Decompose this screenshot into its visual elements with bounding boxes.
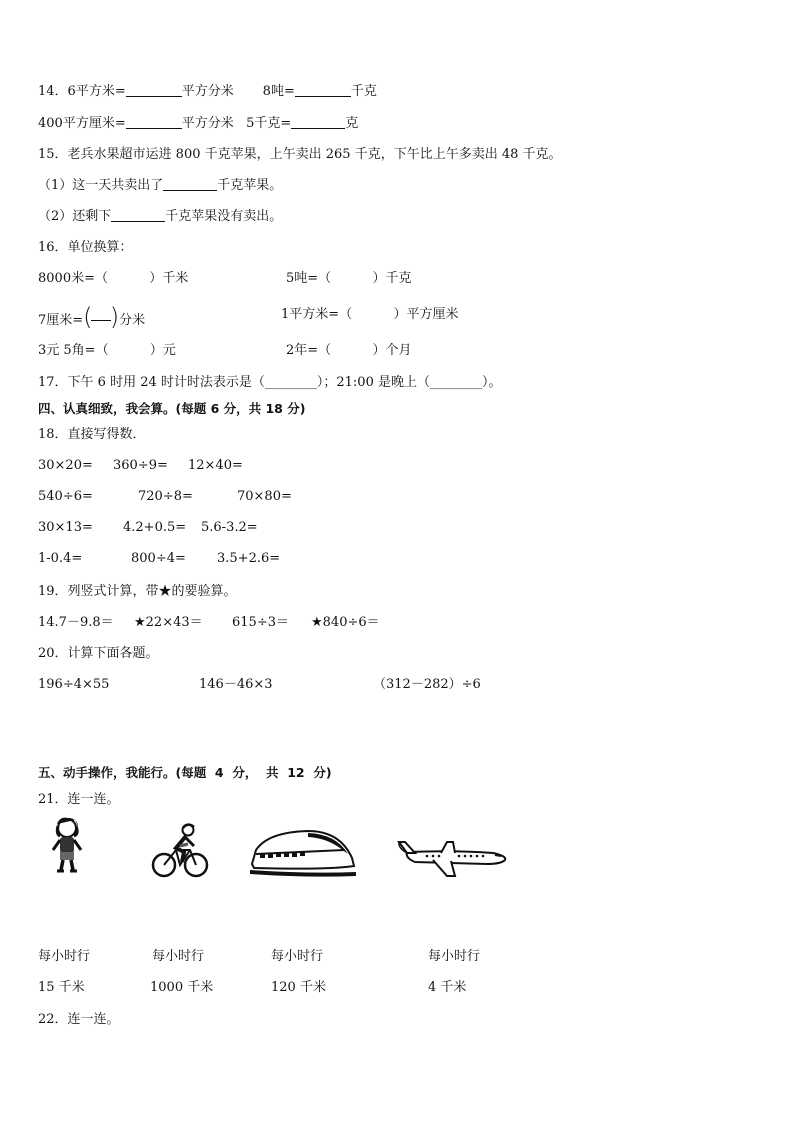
- q18-item: 800÷4=: [131, 551, 186, 566]
- speed-value[interactable]: 15 千米: [38, 980, 85, 995]
- answer-blank[interactable]: [126, 116, 182, 129]
- q16-item-fraction: 7厘米= ( ) 分米: [38, 303, 146, 331]
- speed-label: 每小时行: [152, 949, 205, 964]
- q18-item: 5.6-3.2=: [201, 520, 258, 535]
- q14-line-2: 400平方厘米= 平方分米 5千克= 克: [38, 116, 359, 131]
- q18-item: 720÷8=: [138, 489, 193, 504]
- speed-label: 每小时行: [428, 949, 481, 964]
- q20-item: （312－282）÷6: [373, 677, 481, 692]
- q18-item: 12×40=: [188, 458, 243, 473]
- q15-part-1: （1）这一天共卖出了 千克苹果。: [38, 178, 283, 193]
- q16-item: 2年=（ ）个月: [286, 343, 412, 358]
- q18-item: 540÷6=: [38, 489, 93, 504]
- q18-item: 30×20=: [38, 458, 93, 473]
- high-speed-train-icon[interactable]: [248, 826, 358, 878]
- q16-item: 5吨=（ ）千克: [286, 271, 412, 286]
- q20-item: 196÷4×55: [38, 677, 110, 692]
- q19-item: ★22×43＝: [134, 615, 203, 630]
- q20-stem: 20．计算下面各题。: [38, 646, 159, 661]
- q16-item: 8000米=（ ）千米: [38, 271, 189, 286]
- child-walking-icon[interactable]: [46, 814, 88, 876]
- q15-stem: 15．老兵水果超市运进 800 千克苹果，上午卖出 265 千克，下午比上午多卖出 48 千克。: [38, 147, 562, 162]
- answer-blank[interactable]: [111, 209, 165, 222]
- q19-stem: 19．列竖式计算，带★的要验算。: [38, 584, 237, 599]
- q18-item: 4.2+0.5=: [123, 520, 187, 535]
- q18-stem: 18．直接写得数．: [38, 427, 146, 442]
- speed-value[interactable]: 4 千米: [428, 980, 467, 995]
- speed-label: 每小时行: [271, 949, 324, 964]
- q17-text: 17．下午 6 时用 24 时计时法表示是（________）；21:00 是晚上（________）。: [38, 375, 502, 390]
- q19-item: 615÷3＝: [232, 615, 289, 630]
- q18-item: 360÷9=: [113, 458, 168, 473]
- q19-item: 14.7－9.8＝: [38, 615, 114, 630]
- q21-stem: 21．连一连。: [38, 792, 120, 807]
- q16-item: 3元 5角=（ ）元: [38, 343, 176, 358]
- cyclist-icon[interactable]: [150, 822, 210, 880]
- q19-item: ★840÷6＝: [311, 615, 380, 630]
- answer-blank[interactable]: [295, 84, 351, 97]
- q18-item: 30×13=: [38, 520, 93, 535]
- q14-line-1: 14．6平方米= 平方分米 8吨= 千克: [38, 84, 377, 99]
- answer-blank[interactable]: [163, 178, 217, 191]
- q15-part-2: （2）还剩下 千克苹果没有卖出。: [38, 209, 283, 224]
- answer-blank[interactable]: [291, 116, 345, 129]
- q18-item: 3.5+2.6=: [217, 551, 281, 566]
- section-5-title: 五、动手操作，我能行。(每题 4 分， 共 12 分): [38, 765, 332, 780]
- fraction-blank[interactable]: ( ): [83, 303, 120, 331]
- speed-value[interactable]: 1000 千米: [150, 980, 214, 995]
- speed-value[interactable]: 120 千米: [271, 980, 326, 995]
- answer-blank[interactable]: [126, 84, 182, 97]
- q18-item: 1-0.4=: [38, 551, 83, 566]
- airplane-icon[interactable]: [397, 836, 509, 880]
- q20-item: 146－46×3: [199, 677, 273, 692]
- q16-stem: 16．单位换算：: [38, 240, 133, 255]
- speed-label: 每小时行: [38, 949, 91, 964]
- section-4-title: 四、认真细致，我会算。(每题 6 分，共 18 分): [38, 401, 306, 416]
- q16-item: 1平方米=（ ）平方厘米: [281, 307, 459, 322]
- q18-item: 70×80=: [237, 489, 292, 504]
- q22-stem: 22．连一连。: [38, 1012, 120, 1027]
